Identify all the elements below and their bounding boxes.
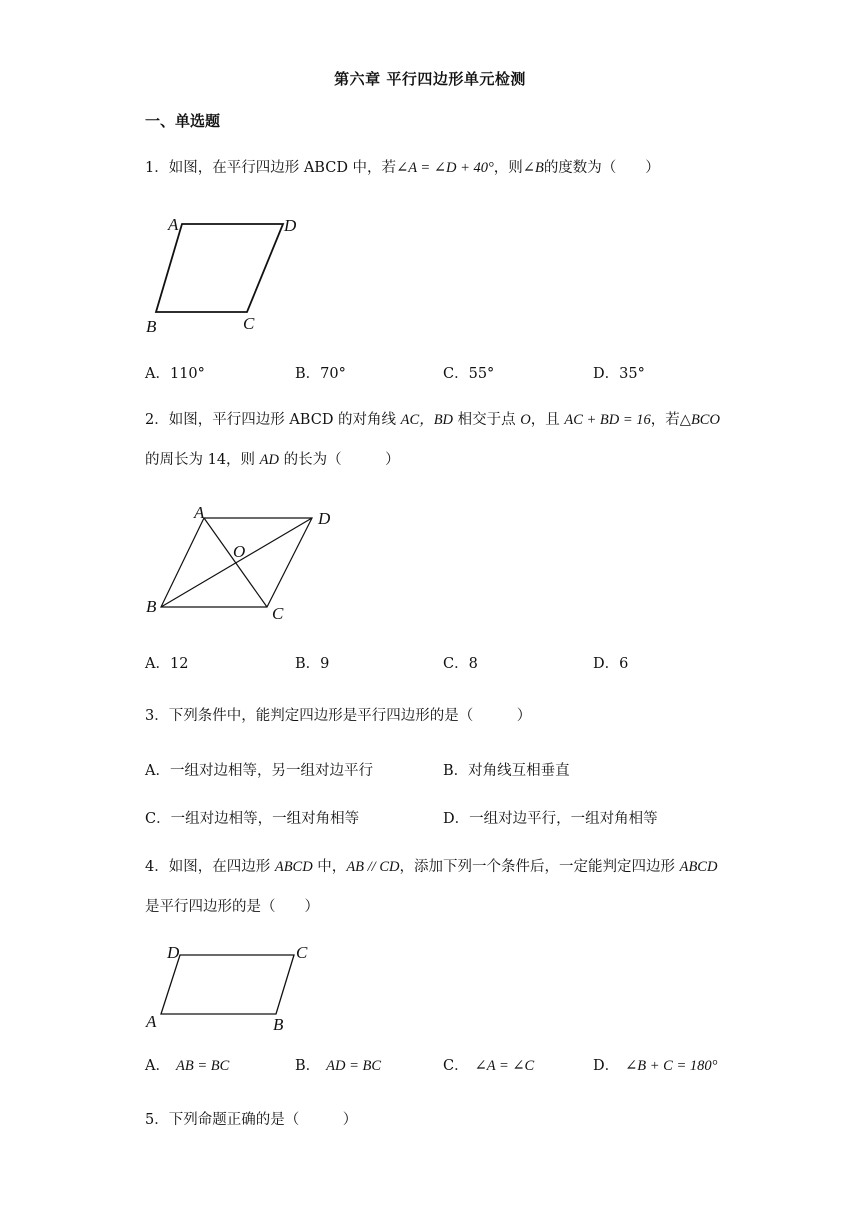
q1-option-c[interactable]: C．55°	[443, 366, 495, 382]
q1-option-d[interactable]: D．35°	[593, 366, 645, 382]
q2-option-a[interactable]: A．12	[145, 656, 189, 672]
q3-option-a[interactable]: A．一组对边相等，另一组对边平行	[145, 763, 373, 779]
question-5: 5．下列命题正确的是（ ）	[145, 1112, 358, 1128]
q1-label-a: A	[168, 215, 179, 234]
q4-label-a: A	[146, 1012, 157, 1031]
question-2-line-2: 的周长为 14，则 AD 的长为（ ）	[145, 452, 400, 468]
q1-label-c: C	[243, 314, 255, 333]
q1-ask: ∠B	[522, 160, 544, 176]
q2-option-b[interactable]: B．9	[295, 656, 330, 672]
q4-label-d: D	[167, 943, 180, 962]
parallelogram-figure-q4	[140, 940, 330, 1036]
q2-label-a: A	[194, 503, 205, 522]
q4-option-d[interactable]: D． ∠B + C = 180°	[593, 1058, 718, 1074]
q2-label-d: D	[318, 509, 331, 528]
q4-option-c[interactable]: C． ∠A = ∠C	[443, 1058, 535, 1074]
q1-option-a[interactable]: A．110°	[145, 366, 205, 382]
question-1: 1．如图，在平行四边形 ABCD 中，若∠A = ∠D + 40°，则∠B的度数为（ ）	[145, 160, 660, 176]
section-heading: 一、单选题	[145, 112, 221, 130]
q3-option-b[interactable]: B．对角线互相垂直	[443, 763, 570, 779]
q2-option-c[interactable]: C．8	[443, 656, 478, 672]
parallelogram-diagonals-figure-q2	[140, 500, 350, 628]
q1-condition: ∠A = ∠D + 40°	[396, 160, 494, 176]
q1-label-b: B	[146, 317, 157, 336]
q1-option-b[interactable]: B．70°	[295, 366, 346, 382]
q4-option-b[interactable]: B． AD = BC	[295, 1058, 382, 1074]
q4-option-a[interactable]: A． AB = BC	[145, 1058, 230, 1074]
q2-label-o: O	[233, 542, 246, 561]
parallelogram-figure-q1	[140, 208, 320, 338]
page-title: 第六章 平行四边形单元检测	[334, 70, 526, 88]
q4-label-c: C	[296, 943, 308, 962]
q3-option-c[interactable]: C．一组对边相等，一组对角相等	[145, 811, 360, 827]
q2-option-d[interactable]: D．6	[593, 656, 629, 672]
q1-label-d: D	[284, 216, 297, 235]
question-4-line-1: 4．如图，在四边形 ABCD 中，AB // CD，添加下列一个条件后，一定能判定四边形 ABCD	[145, 859, 718, 875]
q2-label-b: B	[146, 597, 157, 616]
question-3: 3．下列条件中，能判定四边形是平行四边形的是（ ）	[145, 708, 532, 724]
q3-option-d[interactable]: D．一组对边平行，一组对角相等	[443, 811, 658, 827]
q2-label-c: C	[272, 604, 284, 623]
question-4-line-2: 是平行四边形的是（ ）	[145, 899, 319, 915]
question-2-line-1: 2．如图，平行四边形 ABCD 的对角线 AC，BD 相交于点 O，且 AC + BD = 16，若△BCO	[145, 412, 720, 428]
q4-label-b: B	[273, 1015, 284, 1034]
